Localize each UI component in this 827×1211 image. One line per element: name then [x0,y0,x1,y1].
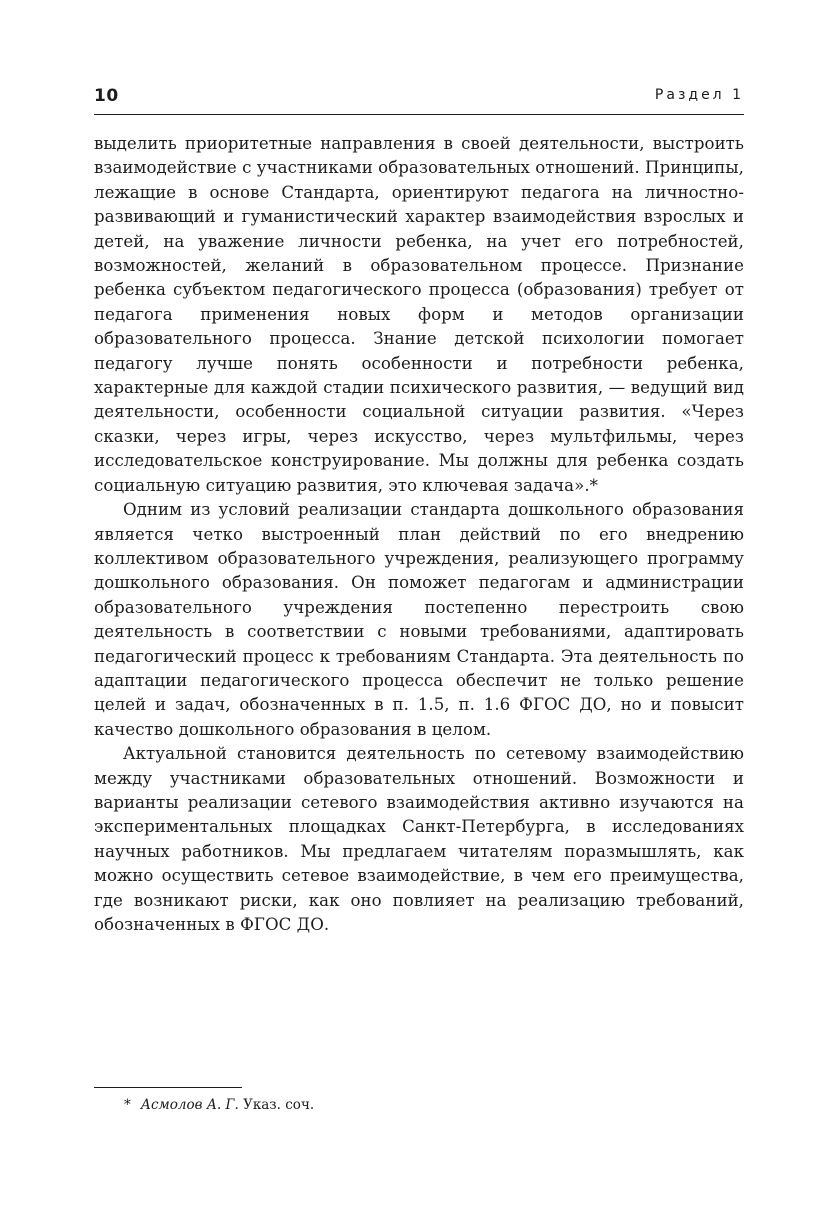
footnote-author: Асмолов А. Г. [140,1097,239,1113]
paragraph-1: выделить приоритетные направления в своей деятельности, выстроить взаимодействие с участниками образовательных отношений. Принципы, лежащие в основе Стандарта, ориентируют педагога на личностно-развивающий и гуманистический характер взаимодействия взрослых и детей, на уважение личности ребенка, на учет его потребностей, возможностей, желаний в образовательном процессе. Признание ребенка субъектом педагогического процесса (образования) требует от педагога применения новых форм и методов организации образовательного процесса. Знание детской психологии помогает педагогу лучше понять особенности и потребности ребенка, характерные для каждой стадии психического развития, — ведущий вид деятельности, особенности социальной ситуации развития. «Через сказки, через игры, через искусство, через мультфильмы, через исследовательское конструирование. Мы должны для ребенка создать социальную ситуацию развития, это ключевая задача».* [94,134,744,495]
footnote-mark: * [124,1097,131,1113]
footnote [124,1096,314,1114]
footnote-rule [94,1087,242,1088]
paragraph-2: Одним из условий реализации стандарта дошкольного образования является четко выстроенный план действий по его внедрению коллективом образовательного учреждения, реализующего программу дошкольного образования. Он поможет педагогам и администрации образовательного учреждения постепенно перестроить свою деятельность в соответствии с новыми требованиями, адаптировать педагогический процесс к требованиям Стандарта. Эта деятельность по адаптации педагогического процесса обеспечит не только решение целей и задач, обозначенных в п. 1.5, п. 1.6 ФГОС ДО, но и повысит качество дошкольного образования в целом. [94,500,744,739]
paragraph-3: Актуальной становится деятельность по сетевому взаимодействию между участниками образовательных отношений. Возможности и варианты реализации сетевого взаимодействия активно изучаются на экспериментальных площадках Санкт-Петербурга, в исследованиях научных работников. Мы предлагаем читателям поразмышлять, как можно осуществить сетевое взаимодействие, в чем его преимущества, где возникают риски, как оно повлияет на реализацию требований, обозначенных в ФГОС ДО. [94,744,744,934]
header-rule [94,114,744,115]
running-header [94,84,744,110]
main-text [94,132,744,937]
footnote-source: Указ. соч. [243,1097,315,1113]
section-label: Раздел 1 [654,87,744,103]
page-number: 10 [94,86,119,106]
